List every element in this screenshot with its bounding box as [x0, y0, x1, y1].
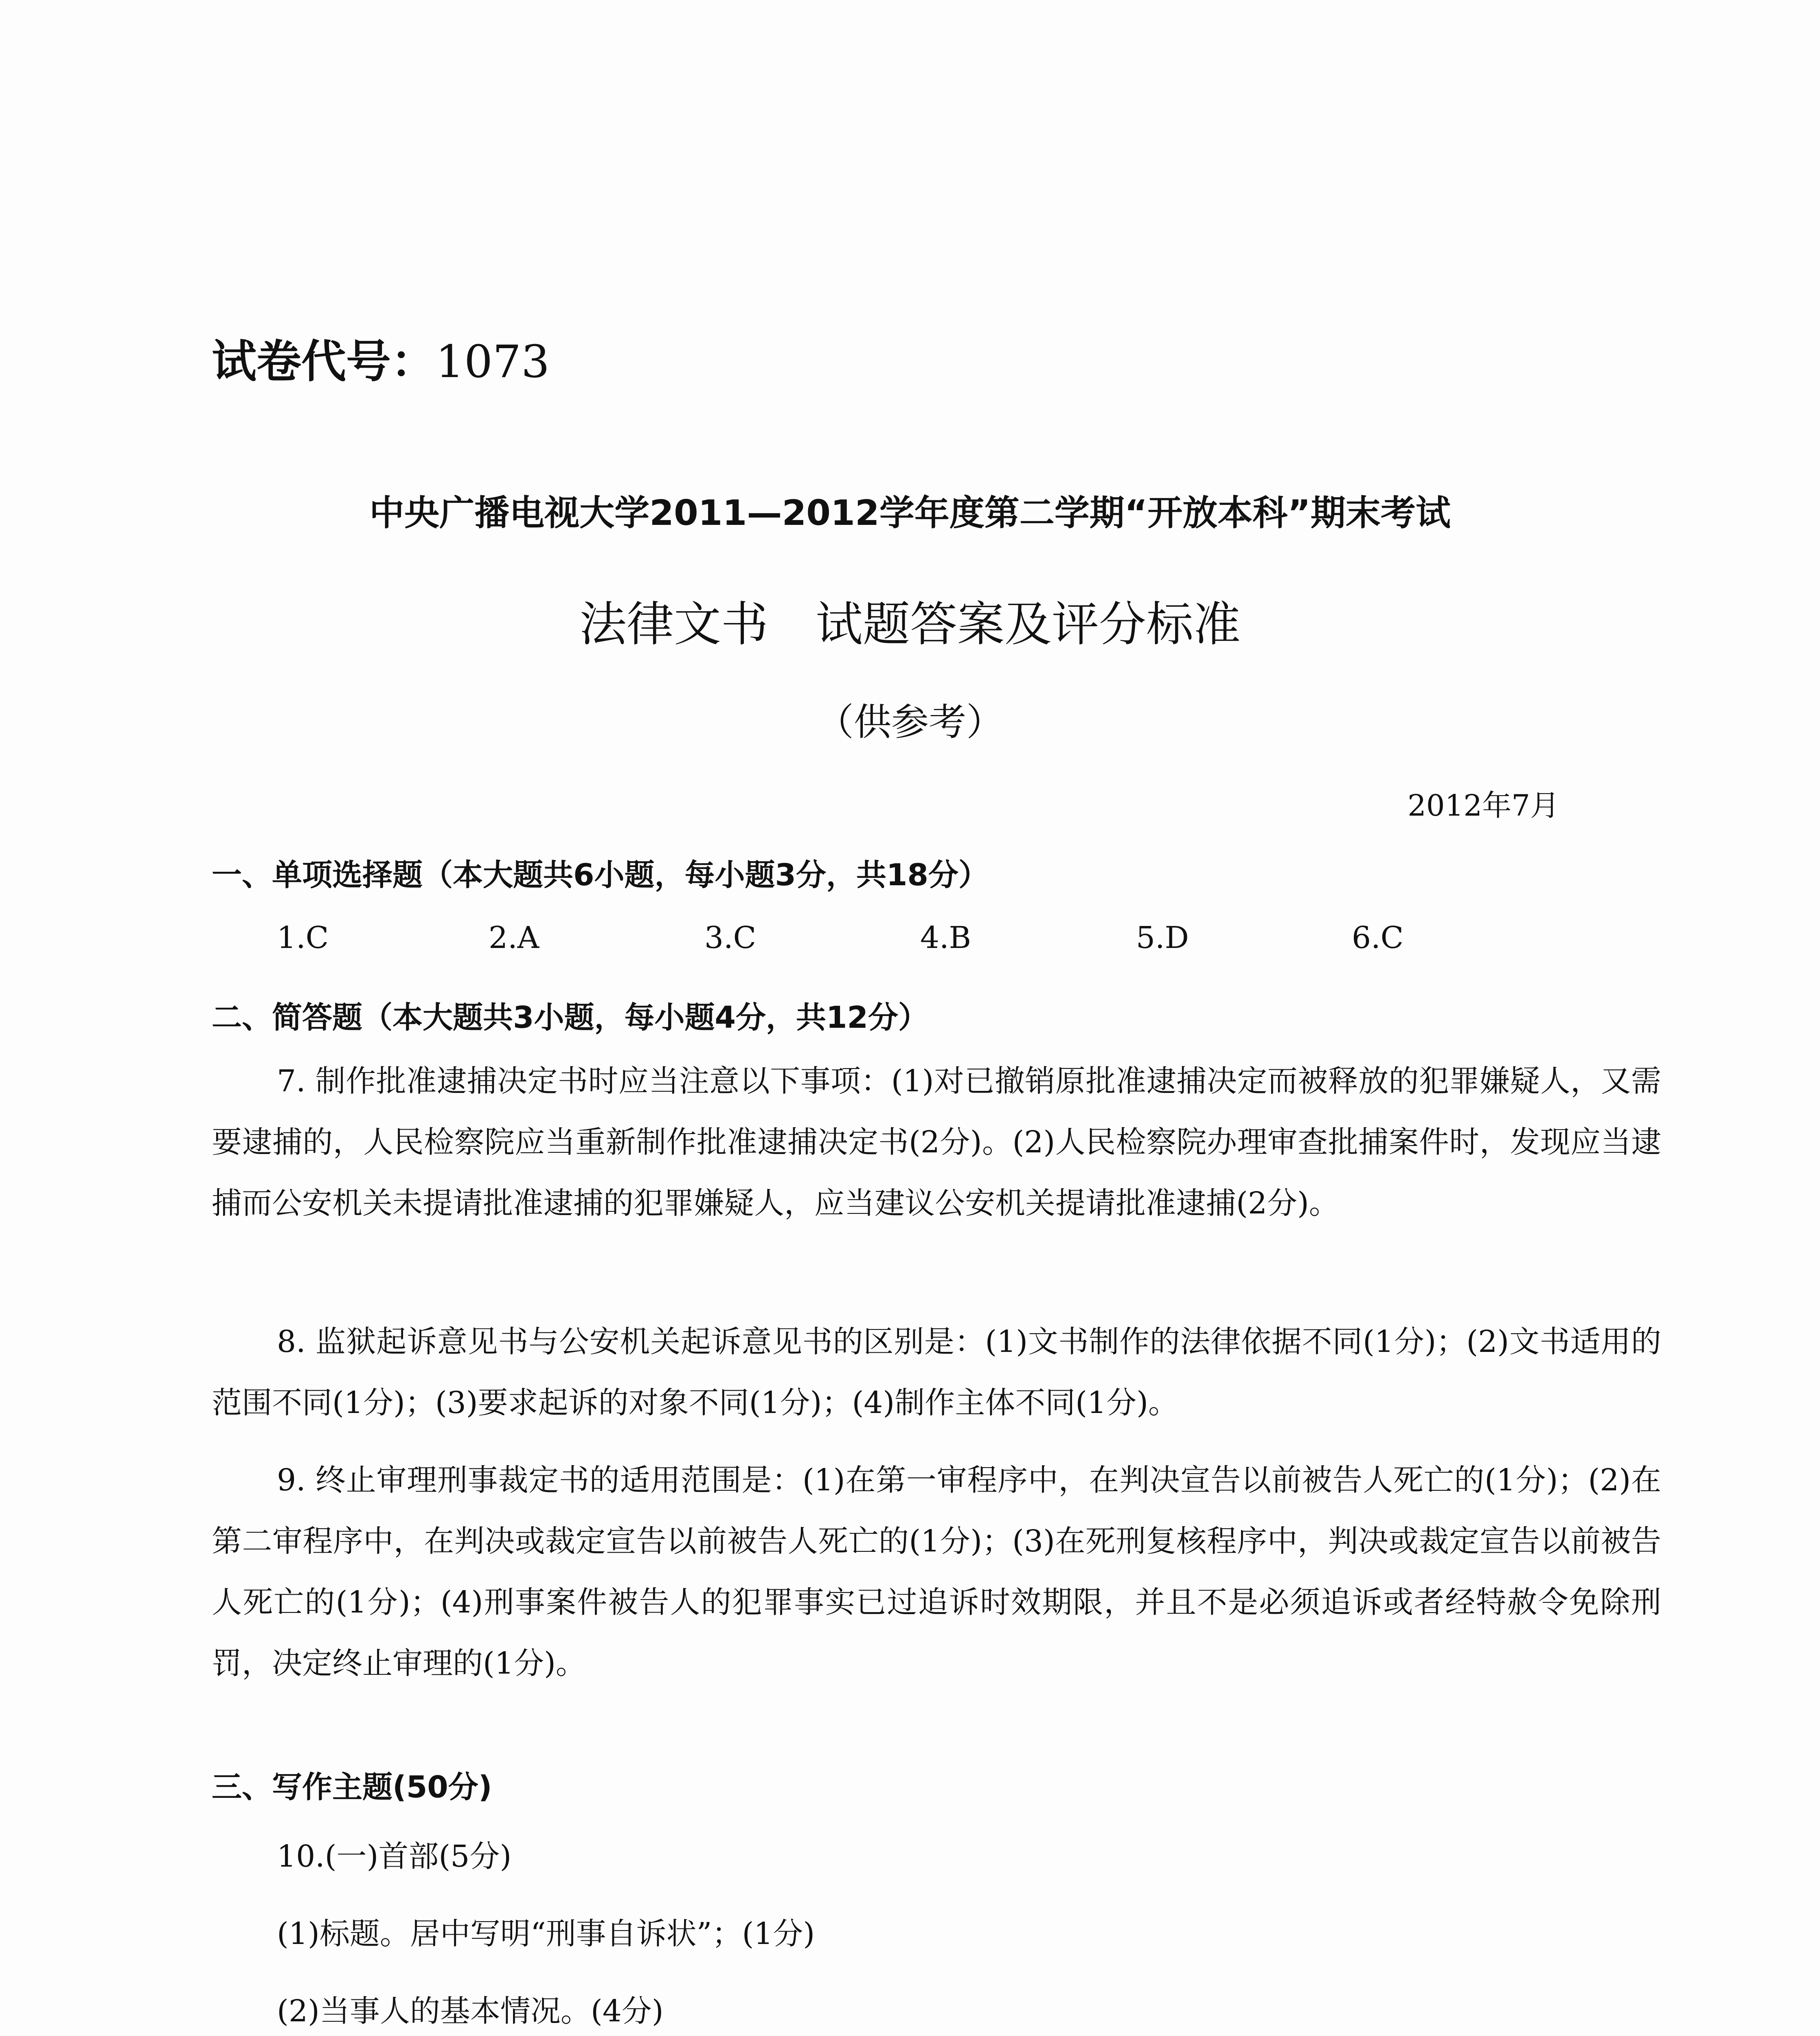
answer-question-7: 7. 制作批准逮捕决定书时应当注意以下事项：(1)对已撤销原批准逮捕决定而被释放的犯罪嫌疑人，又需要逮捕的，人民检察院应当重新制作批准逮捕决定书(2分)。(2)人民检察院办理审查批捕案件时，发现应当逮捕而公安机关未提请批准逮捕的犯罪嫌疑人，应当建议公安机关提请批准逮捕(2分)。	[212, 1064, 1661, 1221]
answer-question-9: 9. 终止审理刑事裁定书的适用范围是：(1)在第一审程序中，在判决宣告以前被告人死亡的(1分)；(2)在第二审程序中，在判决或裁定宣告以前被告人死亡的(1分)；(3)在死刑复核程序中，判决或裁定宣告以前被告人死亡的(1分)；(4)刑事案件被告人的犯罪事实已过追诉时效期限，并且不是必须追诉或者经特赦令免除刑罚，决定终止审理的(1分)。	[212, 1463, 1661, 1681]
section3-heading: 三、写作主题(50分)	[212, 1770, 492, 1805]
answer-question-8: 8. 监狱起诉意见书与公安机关起诉意见书的区别是：(1)文书制作的法律依据不同(1分)；(2)文书适用的范围不同(1分)；(3)要求起诉的对象不同(1分)；(4)制作主体不同(1分)。	[212, 1324, 1661, 1420]
exam-code	[212, 326, 550, 390]
document-title: 法律文书 试题答案及评分标准	[579, 597, 1241, 652]
choice-answer-6: 6.C	[1352, 920, 1404, 955]
choice-answer-4: 4.B	[920, 920, 971, 955]
document-date: 2012年7月	[1407, 788, 1559, 823]
choice-answer-3: 3.C	[704, 920, 757, 955]
choice-answer-2: 2.A	[489, 920, 539, 955]
choice-answers-row	[0, 920, 1820, 961]
section2-heading: 二、简答题（本大题共3小题，每小题4分，共12分）	[212, 1000, 928, 1035]
document-subtitle: （供参考）	[816, 700, 1004, 744]
exam-code-colon: ：	[391, 336, 436, 388]
exam-code-label: 试卷代号	[212, 336, 391, 388]
exam-code-value: 1073	[436, 336, 550, 388]
writing-item-line-1: 10.(一)首部(5分)	[277, 1839, 512, 1874]
university-exam-line: 中央广播电视大学2011—2012学年度第二学期“开放本科”期末考试	[369, 493, 1451, 533]
writing-item-line-2: (1)标题。居中写明“刑事自诉状”；(1分)	[277, 1916, 815, 1951]
writing-item-line-3: (2)当事人的基本情况。(4分)	[277, 1994, 664, 2029]
section1-heading: 一、单项选择题（本大题共6小题，每小题3分，共18分）	[212, 858, 989, 893]
choice-answer-1: 1.C	[277, 920, 329, 955]
choice-answer-5: 5.D	[1136, 920, 1189, 955]
